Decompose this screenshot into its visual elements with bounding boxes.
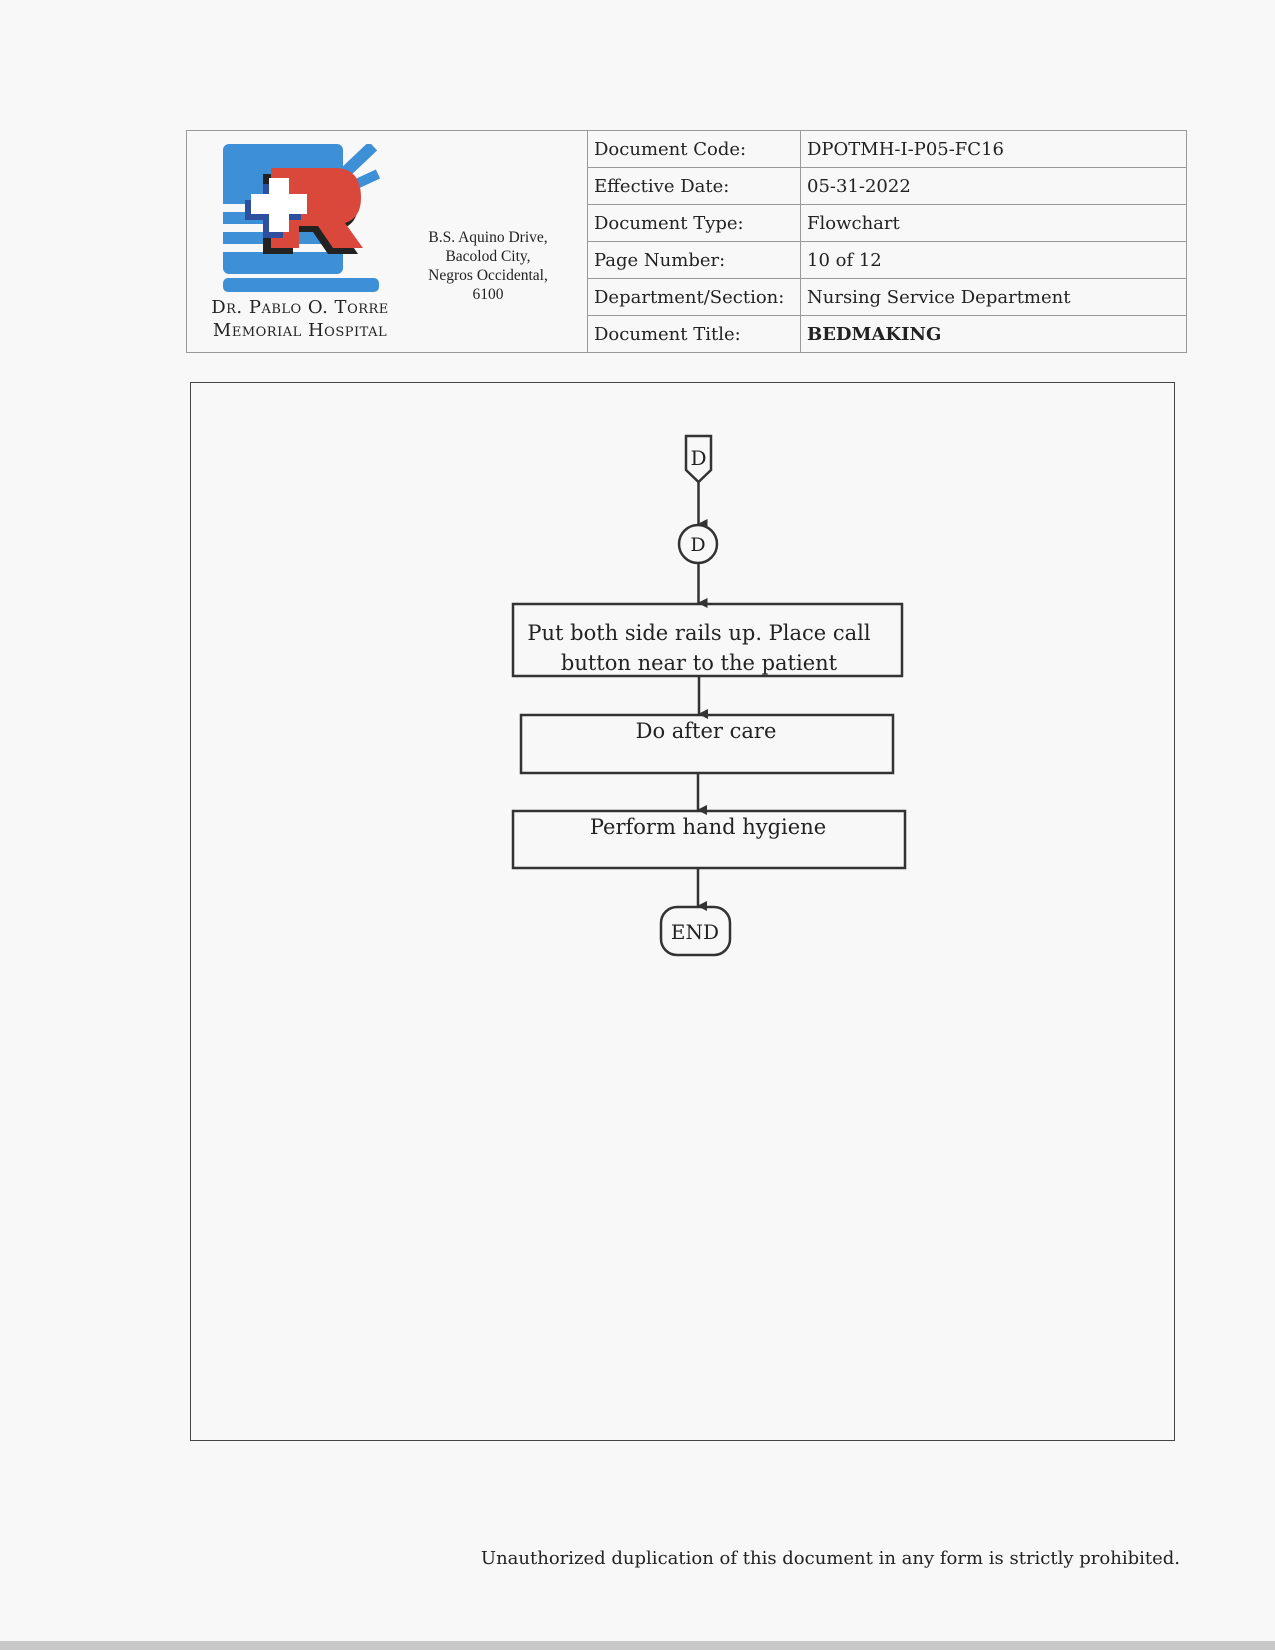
address-line: B.S. Aquino Drive, (428, 229, 548, 246)
effective-date-label: Effective Date: (588, 168, 801, 205)
onpage-connector-label: D (690, 534, 706, 556)
page-number-value: 10 of 12 (801, 242, 1187, 279)
doc-title-value: BEDMAKING (801, 316, 1187, 353)
doc-code-label: Document Code: (588, 131, 801, 168)
doc-title-label: Document Title: (588, 316, 801, 353)
department-label: Department/Section: (588, 279, 801, 316)
step-2-label: Do after care (635, 719, 777, 743)
doc-code-value: DPOTMH-I-P05-FC16 (801, 131, 1187, 168)
footer-notice: Unauthorized duplication of this document in any form is strictly prohibited. (480, 1548, 1180, 1569)
page-bottom-edge (0, 1641, 1275, 1650)
doc-type-label: Document Type: (588, 205, 801, 242)
offpage-connector-label: D (690, 446, 707, 470)
step-3-label: Perform hand hygiene (589, 815, 827, 839)
address-line: 6100 (472, 286, 504, 303)
end-label: END (670, 920, 720, 944)
address-line: Negros Occidental, (428, 267, 548, 284)
step-1-line1: Put both side rails up. Place call (527, 621, 871, 645)
hospital-name-line1: Dr. Pablo O. Torre (211, 297, 389, 318)
step-1-line2: button near to the patient (560, 651, 838, 675)
effective-date-value: 05-31-2022 (801, 168, 1187, 205)
address-line: Bacolod City, (445, 248, 531, 265)
doc-type-value: Flowchart (801, 205, 1187, 242)
page-number-label: Page Number: (588, 242, 801, 279)
hospital-name-line2: Memorial Hospital (212, 320, 388, 341)
department-value: Nursing Service Department (801, 279, 1187, 316)
